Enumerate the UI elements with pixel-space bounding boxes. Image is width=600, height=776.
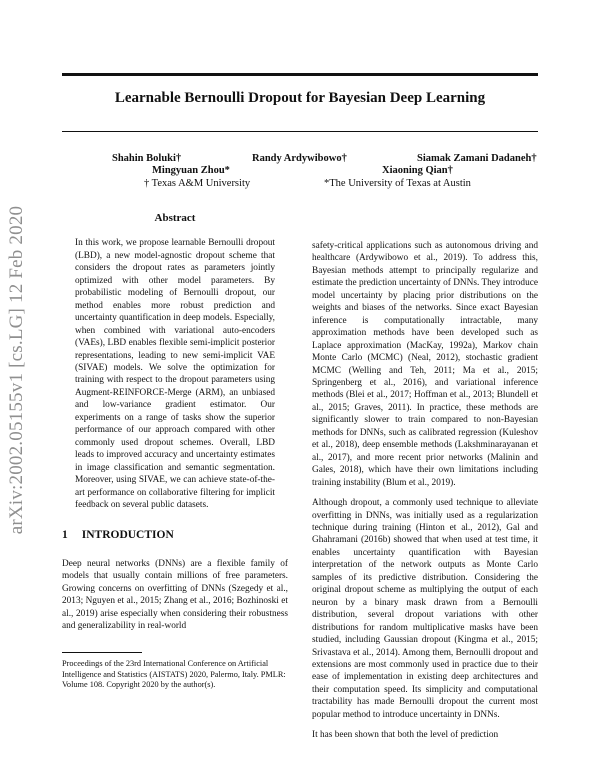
right-column	[312, 240, 538, 742]
body-paragraph: Deep neural networks (DNNs) are a flexible family of models that usually contain millions of free parameters. Growing concerns on overfitting of DNNs (Szegedy et al., 2013; Nguyen et al., 2015; Zhang et al., 2016; Bozhinoski et al., 2019) arise especially when considering their robustness and generalizability in real-world	[62, 558, 288, 632]
arxiv-identifier-text: arXiv:2002.05155v1 [cs.LG] 12 Feb 2020	[6, 205, 28, 535]
author-name: Mingyuan Zhou*	[152, 165, 230, 176]
footnote: Proceedings of the 23rd International Conference on Artificial Intelligence and Statistics (AISTATS) 2020, Palermo, Italy. PMLR: Volume 108. Copyright 2020 by the author(s).	[62, 659, 286, 690]
abstract-heading: Abstract	[154, 212, 196, 224]
body-paragraph: safety-critical applications such as autonomous driving and healthcare (Ardywibowo et al., 2019). To address this, Bayesian methods attempt to principally regularize and estimate the prediction uncertainty of DNNs. They introduce model uncertainty by placing prior distributions on the weights and biases of the networks. Since exact Bayesian inference is computationally intractable, many approximation methods have been developed such as Laplace approximation (MacKay, 1992a), Markov chain Monte Carlo (MCMC) (Neal, 2012), stochastic gradient MCMC (Welling and Teh, 2011; Ma et al., 2015; Springenberg et al., 2016), and variational inference methods (Blei et al., 2017; Hoffman et al., 2013; Blundell et al., 2015; Graves, 2011). In practice, these methods are significantly slower to train compared to non-Bayesian methods for DNNs, such as calibrated regression (Kuleshov et al., 2018), deep ensemble methods (Lakshminarayanan et al., 2017), and more recent prior networks (Malinin and Gales, 2018), which have their own limitations including training instability (Blum et al., 2019).	[312, 241, 538, 488]
footnote-rule	[62, 652, 142, 653]
section-heading	[62, 529, 288, 541]
author-name: Xiaoning Qian†	[382, 165, 453, 176]
author-name: Siamak Zamani Dadaneh†	[417, 153, 537, 164]
section-title: INTRODUCTION	[81, 529, 174, 542]
abstract-text: In this work, we propose learnable Bernoulli dropout (LBD), a new model-agnostic dropout scheme that considers the dropout rates as parameters jointly optimized with other model parameters. By probabilistic modeling of Bernoulli dropout, our method enables more robust prediction and uncertainty quantification in deep models. Especially, when combined with variational auto-encoders (VAEs), LBD enables flexible semi-implicit posterior representations, leading to new semi-implicit VAE (SIVAE) models. We solve the optimization for training with respect to the dropout parameters using Augment-REINFORCE-Merge (ARM), an unbiased and low-variance gradient estimator. Our experiments on a range of tasks show the superior performance of our approach compared with other commonly used dropout schemes. Overall, LBD leads to improved accuracy and uncertainty estimates in image classification and semantic segmentation. Moreover, using SIVAE, we can achieve state-of-the-art performance on collaborative filtering for implicit feedback on several public datasets.	[75, 238, 275, 510]
affiliation: † Texas A&M University	[144, 178, 251, 189]
arxiv-identifier-stamp	[2, 120, 32, 620]
body-paragraph: Although dropout, a commonly used technique to alleviate overfitting in DNNs, was initially used as a regularization technique during training (Hinton et al., 2012), Gal and Ghahramani (2016b) showed that when used at test time, it enables uncertainty quantification with Bayesian interpretation of the network outputs as Monte Carlo samples of its predictive distribution. Considering the original dropout scheme as multiplying the output of each neuron by a binary mask drawn from a Bernoulli distribution, several dropout variations with other distributions for random multiplicative masks have been studied, including Gaussian dropout (Kingma et al., 2015; Srivastava et al., 2014). Among them, Bernoulli dropout and extensions are most commonly used in practice due to their ease of implementation in existing deep architectures and their computation speed. Its simplicity and computational tractability has made Bernoulli dropout the current most popular method to introduce uncertainty in DNNs.	[312, 498, 538, 720]
title-top-rule	[62, 73, 538, 76]
affiliation: *The University of Texas at Austin	[324, 178, 471, 189]
paper-title: Learnable Bernoulli Dropout for Bayesian Deep Learning	[114, 90, 486, 106]
author-name: Shahin Boluki†	[112, 153, 182, 164]
author-name: Randy Ardywibowo†	[252, 153, 347, 164]
section-number: 1	[62, 529, 68, 542]
title-bottom-rule	[62, 131, 538, 132]
body-paragraph: It has been shown that both the level of prediction	[312, 730, 499, 741]
left-column	[62, 212, 288, 633]
